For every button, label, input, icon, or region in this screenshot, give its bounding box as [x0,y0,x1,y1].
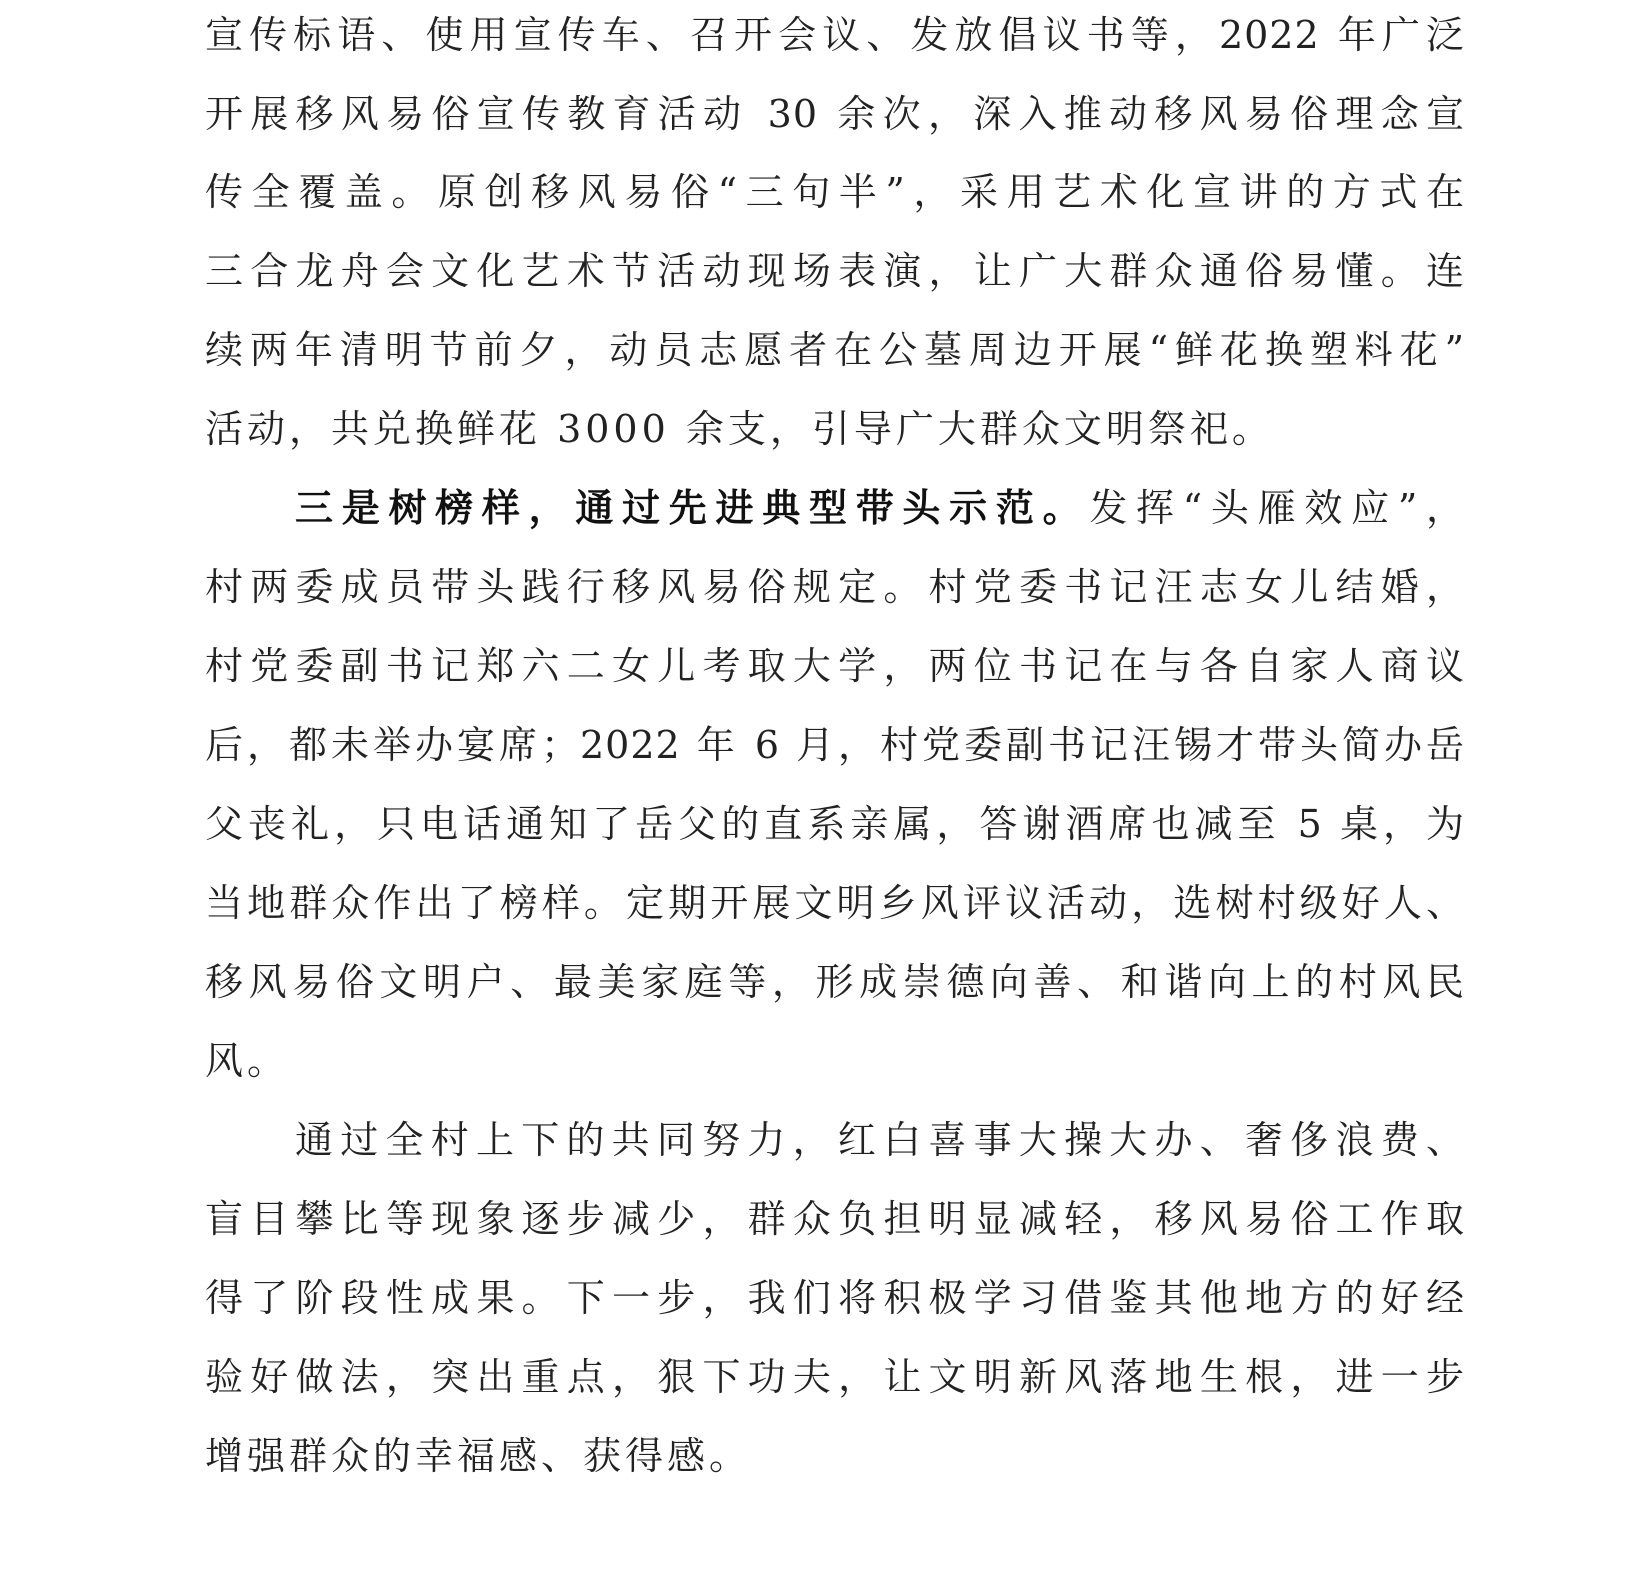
p3-line-3: 得了阶段性成果。下一步，我们将积极学习借鉴其他地方的好经 [205,1276,1465,1320]
p3-line-5: 增强群众的幸福感、获得感。 [205,1434,752,1478]
p2-line-2: 村两委成员带头践行移风易俗规定。村党委书记汪志女儿结婚， [205,565,1465,609]
p2-line-3: 村党委副书记郑六二女儿考取大学，两位书记在与各自家人商议 [205,644,1465,688]
p2-line-1 [295,466,1465,550]
p1-line-2: 开展移风易俗宣传教育活动 30 余次，深入推动移风易俗理念宣 [205,92,1465,136]
p2-line-4: 后，都未举办宴席；2022 年 6 月，村党委副书记汪锡才带头简办岳 [205,723,1465,767]
p2-line-6: 当地群众作出了榜样。定期开展文明乡风评议活动，选树村级好人、 [205,881,1465,925]
p2-line-8: 风。 [205,1039,290,1083]
p1-line-3: 传全覆盖。原创移风易俗“三句半”，采用艺术化宣讲的方式在 [205,170,1465,214]
p1-line-6: 活动，共兑换鲜花 3000 余支，引导广大群众文明祭祀。 [205,407,1274,451]
p1-line-4: 三合龙舟会文化艺术节活动现场表演，让广大群众通俗易懂。连 [205,249,1465,293]
p2-line-5: 父丧礼，只电话通知了岳父的直系亲属，答谢酒席也减至 5 桌，为 [205,802,1465,846]
p1-line-1: 宣传标语、使用宣传车、召开会议、发放倡议书等，2022 年广泛 [205,13,1465,57]
p2-line-7: 移风易俗文明户、最美家庭等，形成崇德向善、和谐向上的村风民 [205,960,1465,1004]
p3-line-2: 盲目攀比等现象逐步减少，群众负担明显减轻，移风易俗工作取 [205,1197,1465,1241]
p3-line-1: 通过全村上下的共同努力，红白喜事大操大办、奢侈浪费、 [295,1118,1465,1162]
p3-line-4: 验好做法，突出重点，狠下功夫，让文明新风落地生根，进一步 [205,1355,1465,1399]
p1-line-5: 续两年清明节前夕，动员志愿者在公墓周边开展“鲜花换塑料花” [205,328,1465,372]
p2-heading: 三是树榜样，通过先进典型带头示范。 [295,485,1090,530]
p2-line-1-rest: 发挥“头雁效应”， [1089,486,1465,530]
